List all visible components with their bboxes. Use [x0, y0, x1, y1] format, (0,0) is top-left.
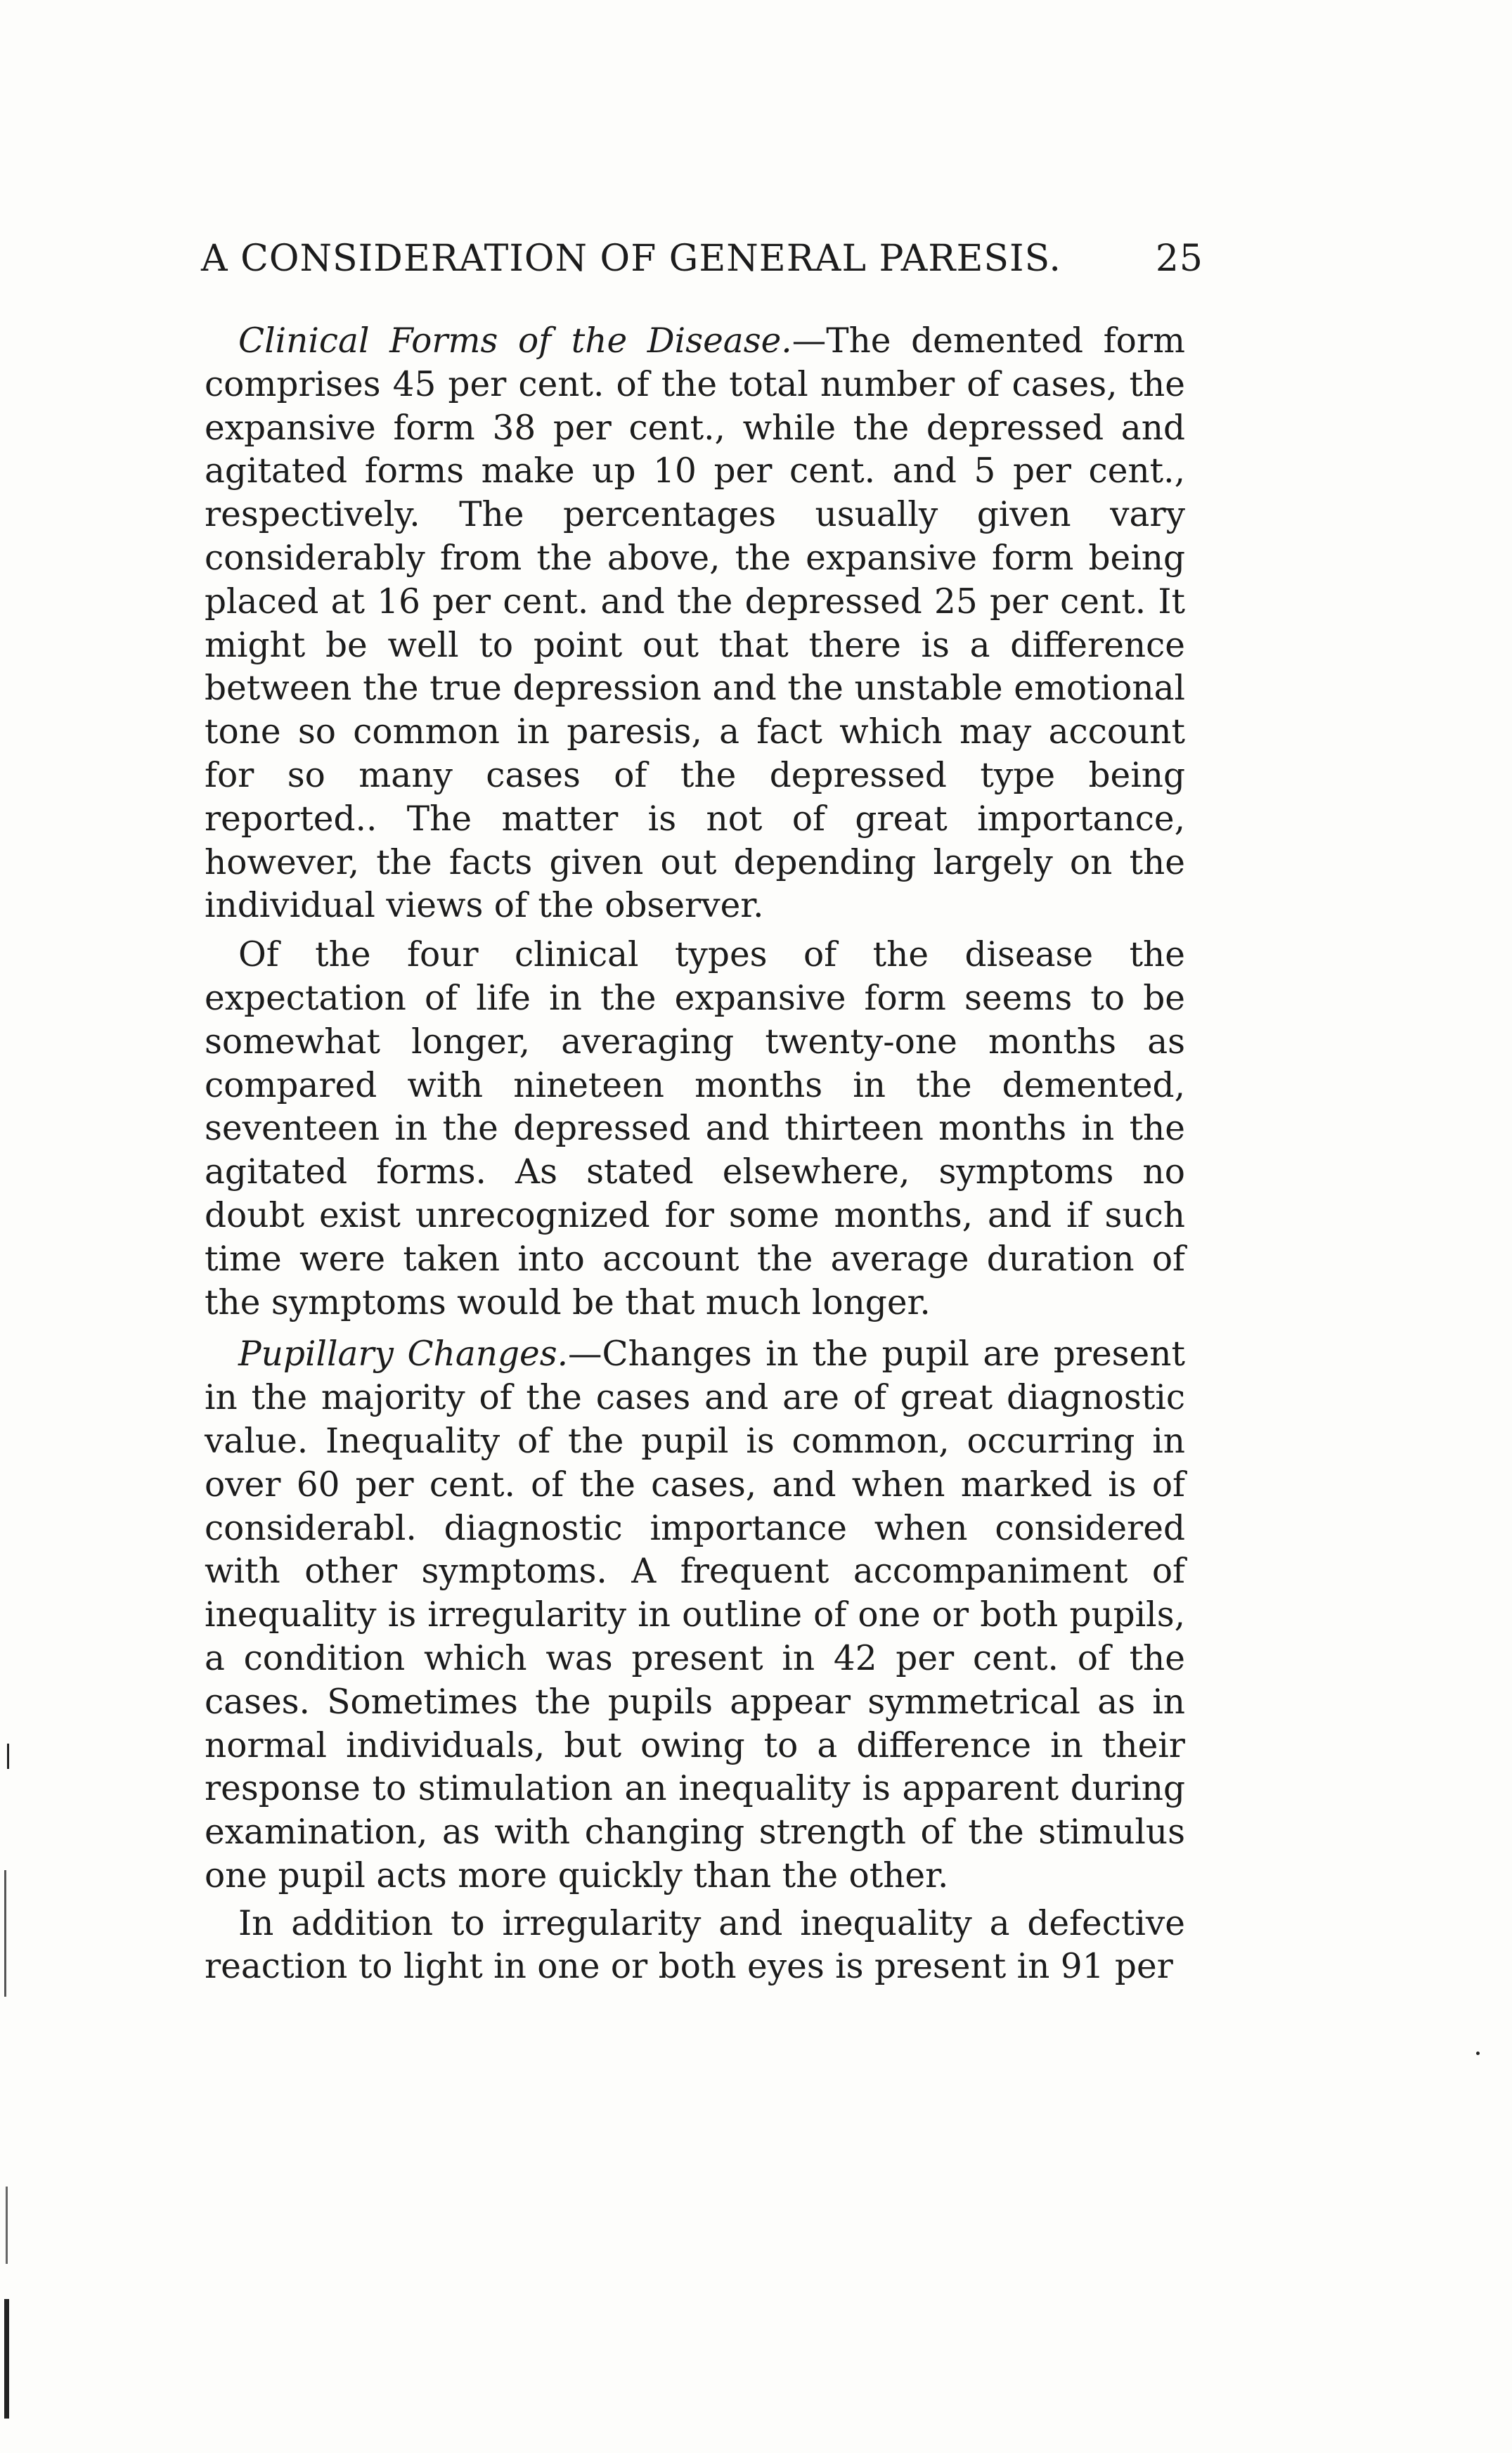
running-title: A CONSIDERATION OF GENERAL PARESIS.: [201, 238, 1061, 280]
paragraph-defective-reaction: [205, 1902, 1185, 1990]
paragraph-clinical-forms: [205, 320, 1185, 928]
section-heading-pupillary-changes: Pupillary Changes.: [238, 1334, 569, 1374]
scan-artifact: [4, 1870, 6, 1997]
paragraph-text: —Changes in the pupil are present in the majority of the cases and are of great diagnostic value. Inequality of the pupil is common, occurring in over 60 per cent. of the cases, and when marked is of considerabl. diagnostic importance when considered with other symptoms. A frequent accompaniment of inequality is irregularity in outline of one or both pupils, a condition which was present in 42 per cent. of the cases. Sometimes the pupils appear symmetrical as in normal individuals, but owing to a difference in their response to stimulation an inequality is apparent during examination, as with changing strength of the stimulus one pupil acts more quickly than the other.: [205, 1334, 1185, 1895]
paragraph-text: —The demented form comprises 45 per cent. of the total number of cases, the expansive form 38 per cent., while the depressed and agitated forms make up 10 per cent. and 5 per cent., respectively. The percentages usually given vary considerably from the above, the expansive form being placed at 16 per cent. and the depressed 25 per cent. It might be well to point out that there is a difference between the true depression and the unstable emotional tone so common in paresis, a fact which may account for so many cases of the depressed type being reported.. The matter is not of great importance, however, the facts given out depending largely on the individual views of the observer.: [205, 321, 1185, 926]
paragraph-text: Of the four clinical types of the disease the expectation of life in the expansive form seems to be somewhat longer, averaging twenty-one months as compared with nineteen months in the demented, seventeen in the depressed and thirteen months in the agitated forms. As stated elsewhere, symptoms no doubt exist unrecognized for some months, and if such time were taken into account the average duration of the symptoms would be that much longer.: [205, 935, 1185, 1322]
page-number: 25: [1155, 238, 1203, 280]
scan-artifact: [7, 1744, 9, 1769]
scan-artifact: [6, 2187, 8, 2264]
body-text: [205, 320, 1185, 1989]
scan-artifact: [1476, 2052, 1480, 2055]
running-header: [201, 234, 1203, 283]
paragraph-pupillary-changes: [205, 1333, 1185, 1898]
section-heading-clinical-forms: Clinical Forms of the Disease.: [238, 321, 792, 361]
paragraph-expectation-of-life: [205, 934, 1185, 1325]
paragraph-text: In addition to irregularity and inequality a defective reaction to light in one or both eyes is present in 91 per: [205, 1903, 1185, 1987]
scan-artifact: [4, 2299, 9, 2419]
